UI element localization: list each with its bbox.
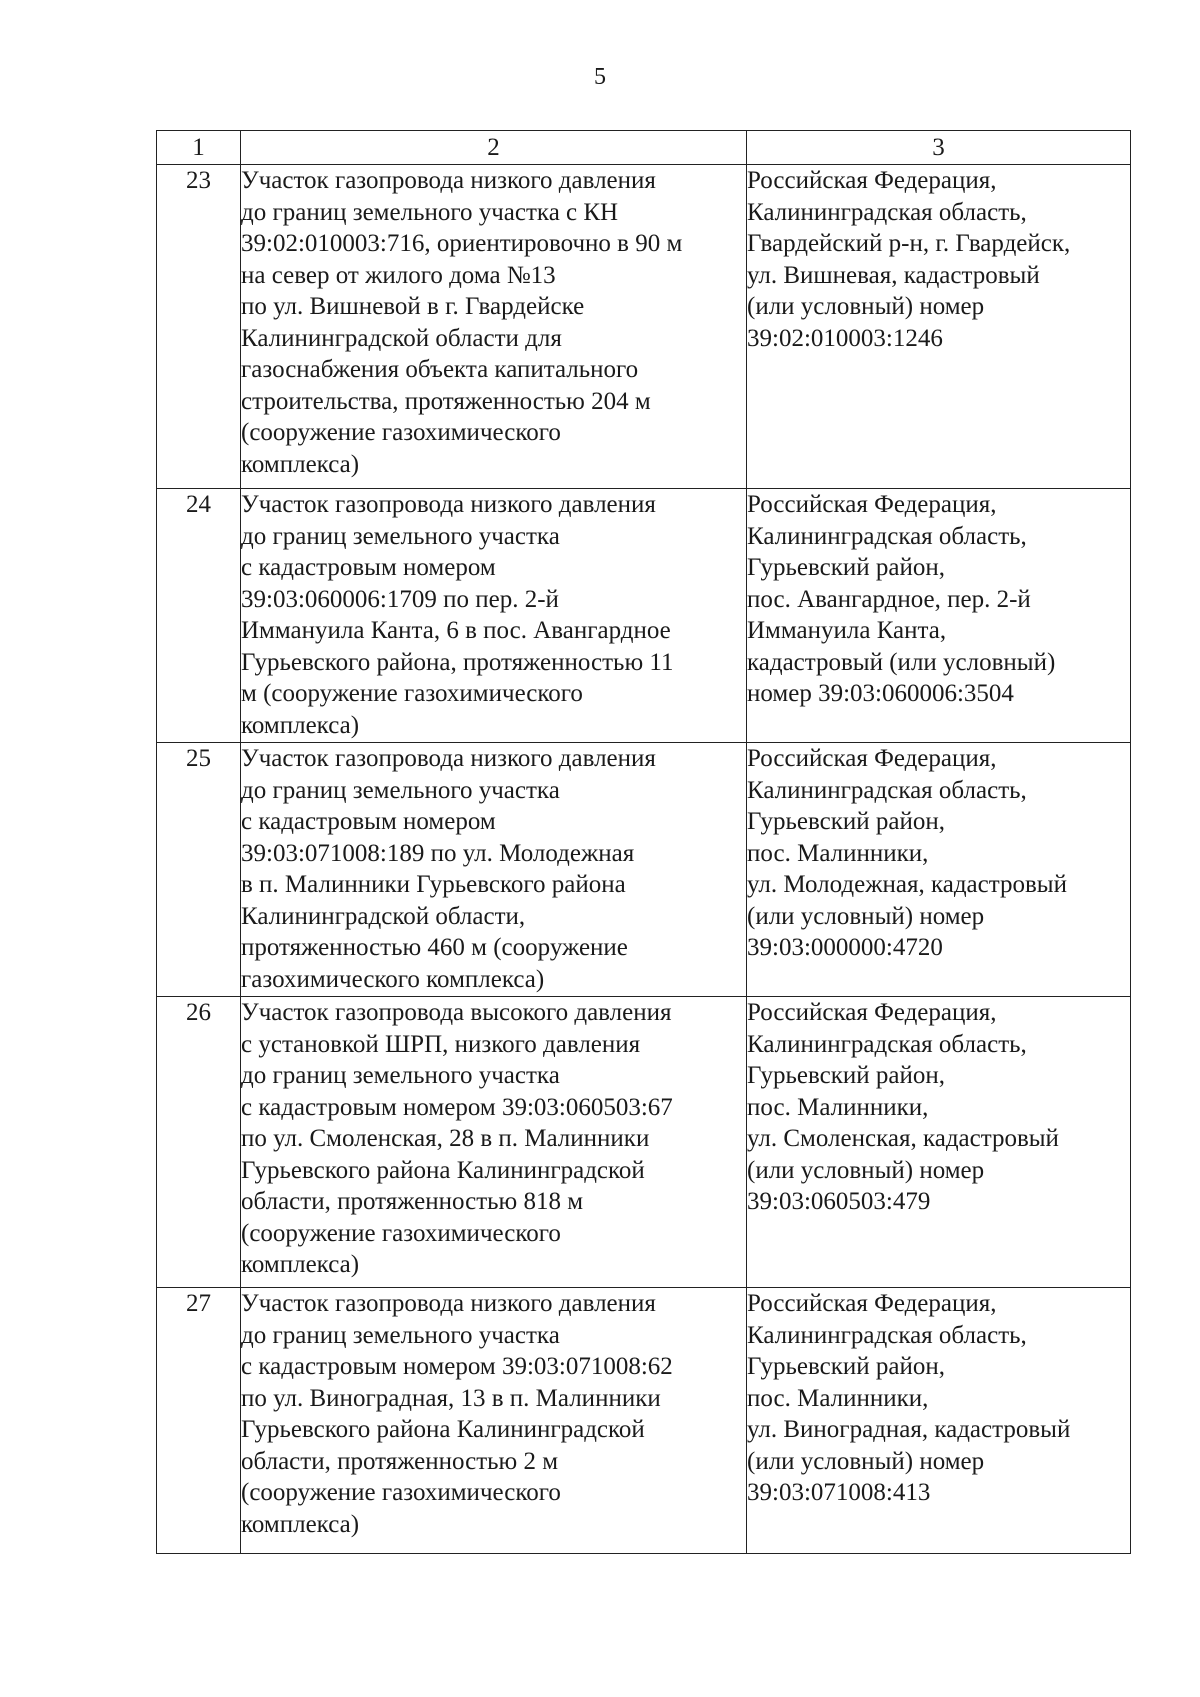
column-header-2: 2 [241, 131, 747, 165]
table-header-row [157, 131, 1131, 165]
owner-location: Российская Федерация, Калининградская область, Гурьевский район, пос. Малинники, ул. Смоленская, кадастровый (или условный) номер 39:03:060503:479 [747, 997, 1131, 1288]
row-number: 25 [157, 743, 241, 997]
object-description: Участок газопровода низкого давления до границ земельного участка с кадастровым номером 39:03:060006:1709 по пер. 2-й Иммануила Канта, 6 в пос. Авангардное Гурьевского района, протяженностью 11 м (сооружение газохимического комплекса) [241, 489, 747, 743]
owner-location: Российская Федерация, Калининградская область, Гурьевский район, пос. Малинники, ул. Виноградная, кадастровый (или условный) номер 39:03:071008:413 [747, 1288, 1131, 1554]
owner-location: Российская Федерация, Калининградская область, Гурьевский район, пос. Малинники, ул. Молодежная, кадастровый (или условный) номер 39:03:000000:4720 [747, 743, 1131, 997]
row-number: 23 [157, 165, 241, 489]
table-row [157, 1288, 1131, 1554]
table-row [157, 165, 1131, 489]
object-description: Участок газопровода высокого давления с установкой ШРП, низкого давления до границ земельного участка с кадастровым номером 39:03:060503:67 по ул. Смоленская, 28 в п. Малинники Гурьевского района Калининградской области, протяженностью 818 м (сооружение газохимического комплекса) [241, 997, 747, 1288]
object-description: Участок газопровода низкого давления до границ земельного участка с КН 39:02:010003:716, ориентировочно в 90 м на север от жилого дома №13 по ул. Вишневой в г. Гвардейске Калининградской области для газоснабжения объекта капитального строительства, протяженностью 204 м (сооружение газохимического комплекса) [241, 165, 747, 489]
table-row [157, 743, 1131, 997]
object-description: Участок газопровода низкого давления до границ земельного участка с кадастровым номером 39:03:071008:189 по ул. Молодежная в п. Малинники Гурьевского района Калининградской области, протяженностью 460 м (сооружение газохимического комплекса) [241, 743, 747, 997]
table-row [157, 997, 1131, 1288]
row-number: 26 [157, 997, 241, 1288]
page-number: 5 [594, 64, 606, 90]
row-number: 27 [157, 1288, 241, 1554]
owner-location: Российская Федерация, Калининградская область, Гвардейский р-н, г. Гвардейск, ул. Вишневая, кадастровый (или условный) номер 39:02:010003:1246 [747, 165, 1131, 489]
table-row [157, 489, 1131, 743]
owner-location: Российская Федерация, Калининградская область, Гурьевский район, пос. Авангардное, пер. 2-й Иммануила Канта, кадастровый (или условный) номер 39:03:060006:3504 [747, 489, 1131, 743]
object-description: Участок газопровода низкого давления до границ земельного участка с кадастровым номером 39:03:071008:62 по ул. Виноградная, 13 в п. Малинники Гурьевского района Калининградской области, протяженностью 2 м (сооружение газохимического комплекса) [241, 1288, 747, 1554]
property-table [156, 130, 1131, 1554]
column-header-1: 1 [157, 131, 241, 165]
row-number: 24 [157, 489, 241, 743]
column-header-3: 3 [747, 131, 1131, 165]
